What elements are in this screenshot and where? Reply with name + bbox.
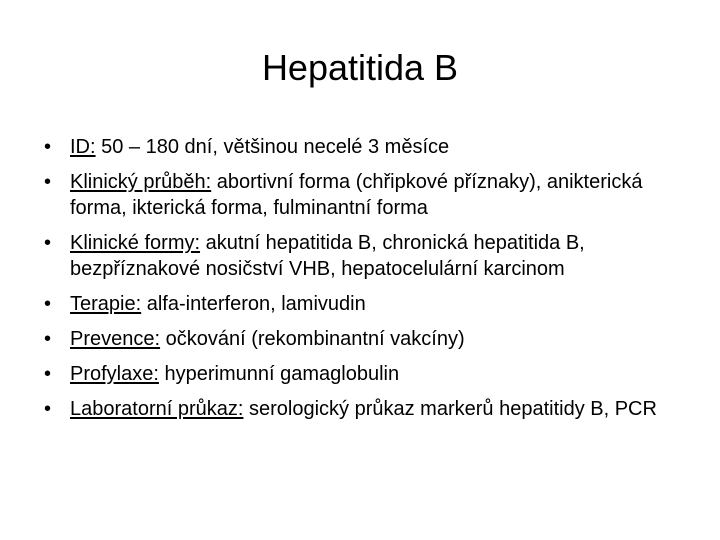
bullet-text: abortivní forma (chřipkové příznaky), anikterická forma, ikterická forma, fulminantní forma [70,171,643,219]
bullet-term: Klinický průběh: [70,171,212,193]
bullet-term: Profylaxe: [70,363,159,385]
bullet-term: Prevence: [70,328,161,350]
bullet-text: 50 – 180 dní, většinou necelé 3 měsíce [95,136,450,158]
bullet-item-laboratorni-prukaz [44,396,684,422]
bullet-item-profylaxe [44,361,684,387]
bullet-icon: • [44,293,52,315]
bullet-icon: • [44,398,52,420]
bullet-icon: • [44,328,52,350]
bullet-text: očkování (rekombinantní vakcíny) [160,328,465,350]
bullet-text: hyperimunní gamaglobulin [158,363,400,385]
bullet-item-klinicke-formy [44,230,684,282]
bullet-icon: • [44,232,52,254]
bullet-term: ID: [70,136,96,158]
bullet-icon: • [44,136,52,158]
bullet-item-klinicky-prubeh [44,169,684,221]
bullet-term: Laboratorní průkaz: [70,398,244,420]
bullet-term: Klinické formy: [70,232,201,254]
bullet-text: serologický průkaz markerů hepatitidy B, PCR [243,398,657,420]
bullet-text: alfa-interferon, lamivudin [141,293,366,315]
bullet-text: akutní hepatitida B, chronická hepatitida B, bezpříznakové nosičství VHB, hepatocelulární karcinom [70,232,585,280]
bullet-item-prevence [44,326,684,352]
bullet-item-id [44,134,684,160]
bullet-term: Terapie: [70,293,142,315]
bullet-icon: • [44,363,52,385]
bullet-item-terapie [44,291,684,317]
bullet-icon: • [44,171,52,193]
slide-title: Hepatitida B [261,47,459,88]
bullet-list [44,134,684,431]
